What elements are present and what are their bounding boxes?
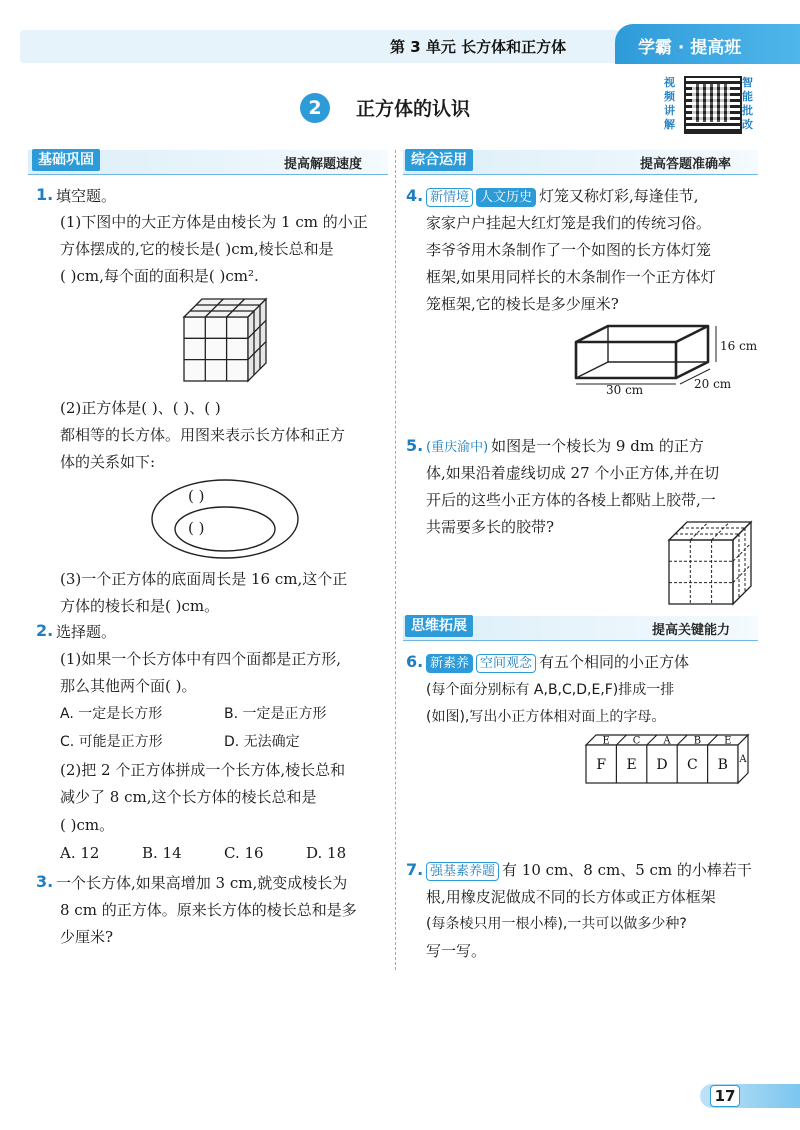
q1-part1-line1: (1)下图中的大正方体是由棱长为 1 cm 的小正	[60, 213, 368, 231]
q7-line3: (每条棱只用一根小棒),一共可以做多少种?	[426, 916, 687, 932]
frame-front-face	[576, 342, 676, 378]
q4-line3: 李爷爷用木条制作了一个如图的长方体灯笼	[426, 241, 712, 259]
extend-section-label: 思维拓展	[405, 615, 473, 637]
q2-option2-a: A. 12	[60, 844, 100, 862]
cube-row-figure	[584, 733, 754, 785]
lantern-height-label: 16 cm	[720, 339, 758, 353]
q4-number: 4.	[406, 186, 424, 205]
frame-back-edge	[576, 362, 608, 378]
q2-option-a: A. 一定是长方形	[60, 706, 163, 722]
q2-option2-b: B. 14	[142, 844, 182, 862]
cuboid-cube-relation-diagram	[150, 478, 300, 560]
cube-front-face	[184, 317, 248, 381]
extend-section-hint: 提高关键能力	[652, 623, 731, 638]
q7-line2: 根,用橡皮泥做成不同的长方体或正方体框架	[426, 888, 716, 906]
q1-part3-line2: 方体的棱长和是( )cm。	[60, 597, 220, 615]
lesson-title: 正方体的认识	[356, 98, 471, 120]
applied-section-label: 综合运用	[405, 149, 473, 171]
q2-title: 选择题。	[56, 623, 117, 641]
q3-line3: 少厘米?	[60, 928, 114, 946]
q2-part2-line2: 减少了 8 cm,这个长方体的棱长总和是	[60, 788, 317, 806]
page-number: 17	[710, 1085, 740, 1107]
q2-part2-line3: ( )cm。	[60, 816, 115, 834]
q2-option2-c: C. 16	[224, 844, 264, 862]
q6-line1-text: 有五个相同的小正方体	[539, 653, 690, 671]
qr-code-pattern	[692, 84, 730, 122]
basic-section-hint: 提高解题速度	[284, 157, 363, 172]
basic-section-label: 基础巩固	[32, 149, 100, 171]
q4-line1-text: 灯笼又称灯彩,每逢佳节,	[539, 187, 699, 205]
cube-side-letter: A	[739, 754, 747, 765]
dashed-cube-cut-line	[733, 565, 751, 583]
dashed-cube-front	[669, 540, 733, 604]
q4-tag-new-context: 新情境	[426, 188, 473, 207]
column-divider	[395, 150, 396, 970]
q5-source-tag: (重庆渝中)	[426, 440, 489, 455]
q6-line1	[426, 652, 689, 673]
q5-line1	[426, 436, 704, 456]
q1-number: 1.	[36, 185, 54, 204]
q2-option2-d: D. 18	[306, 844, 347, 862]
q2-part1-line1: (1)如果一个长方体中有四个面都是正方形,	[60, 650, 342, 668]
q4-line1	[426, 186, 699, 207]
q2-option-c: C. 可能是正方形	[60, 734, 163, 750]
cube-front-letter: E	[626, 757, 637, 773]
q7-tag-basic-literacy: 强基素养题	[426, 862, 499, 881]
q6-line2: (每个面分别标有 A,B,C,D,E,F)排成一排	[426, 682, 675, 698]
q1-part2-line2: 都相等的长方体。用图来表示长方体和正方	[60, 426, 346, 444]
q1-part3-line1: (3)一个正方体的底面周长是 16 cm,这个正	[60, 570, 348, 588]
lantern-length-label: 30 cm	[606, 383, 644, 397]
q3-line1: 一个长方体,如果高增加 3 cm,就变成棱长为	[56, 874, 348, 892]
q7-line1	[426, 860, 752, 881]
q4-line2: 家家户户挂起大红灯笼是我们的传统习俗。	[426, 214, 712, 232]
q4-tag-humanities: 人文历史	[476, 188, 536, 207]
qr-right-label: 智能批改	[742, 76, 753, 131]
q1-part1-line3: ( )cm,每个面的面积是( )cm².	[60, 267, 259, 285]
q1-title: 填空题。	[56, 187, 117, 205]
inner-ellipse-blank: ( )	[188, 519, 205, 537]
qr-left-label: 视频讲解	[664, 76, 675, 131]
frame-top-face	[576, 326, 708, 342]
q5-line4: 共需要多长的胶带?	[426, 518, 555, 536]
q2-part1-line2: 那么其他两个面( )。	[60, 677, 197, 695]
q6-tag-new-literacy: 新素养	[426, 654, 473, 673]
brand-name: 学霸 · 提高班	[638, 38, 742, 58]
q5-line2: 体,如果沿着虚线切成 27 个小正方体,并在切	[426, 464, 720, 482]
cube-front-letter: B	[717, 757, 728, 773]
q5-line3: 开后的这些小正方体的各棱上都贴上胶带,一	[426, 491, 716, 509]
lesson-number-badge: 2	[300, 93, 330, 123]
q3-number: 3.	[36, 872, 54, 891]
cube-top-letter: E	[602, 735, 610, 747]
q6-tag-spatial: 空间观念	[476, 654, 536, 673]
cube-front-letter: F	[596, 757, 607, 773]
cube-front-letter: D	[656, 757, 668, 773]
q1-part2-line1: (2)正方体是( )、( )、( )	[60, 399, 221, 417]
cube-top-letter: C	[632, 735, 641, 747]
q2-option-b: B. 一定是正方形	[224, 706, 327, 722]
q3-line2: 8 cm 的正方体。原来长方体的棱长总和是多	[60, 901, 357, 919]
dashed-cube-top	[669, 522, 751, 540]
dashed-cube-figure	[665, 518, 755, 608]
q7-number: 7.	[406, 860, 424, 879]
outer-ellipse	[152, 480, 298, 558]
q4-line4: 框架,如果用同样长的木条制作一个正方体灯	[426, 268, 716, 286]
dashed-cube-cut-line	[712, 522, 730, 540]
outer-ellipse-blank: ( )	[188, 487, 205, 505]
q2-option-d: D. 无法确定	[224, 734, 300, 750]
cube-top-letter: E	[724, 735, 732, 747]
q2-number: 2.	[36, 621, 54, 640]
cube-top-letter: B	[693, 735, 702, 747]
q1-part1-line2: 方体摆成的,它的棱长是( )cm,棱长总和是	[60, 240, 334, 258]
q4-line5: 笼框架,它的棱长是多少厘米?	[426, 295, 619, 313]
cube-top-letter: A	[663, 735, 671, 747]
cube-3x3-figure	[180, 295, 270, 387]
header-unit-title: 第 3 单元 长方体和正方体	[390, 38, 567, 56]
q7-line1-text: 有 10 cm、8 cm、5 cm 的小棒若干	[502, 861, 752, 879]
q6-number: 6.	[406, 652, 424, 671]
q5-number: 5.	[406, 436, 424, 455]
q2-part2-line1: (2)把 2 个正方体拼成一个长方体,棱长总和	[60, 761, 346, 779]
cube-front-letter: C	[687, 757, 698, 773]
lantern-width-label: 20 cm	[694, 377, 732, 391]
q5-line1-text: 如图是一个棱长为 9 dm 的正方	[491, 437, 704, 455]
applied-section-hint: 提高答题准确率	[640, 157, 732, 172]
q6-line3: (如图),写出小正方体相对面上的字母。	[426, 709, 666, 725]
dashed-cube-cut-line	[690, 522, 708, 540]
dashed-cube-cut-line	[733, 543, 751, 561]
q7-line4: 写一写。	[426, 942, 487, 960]
q1-part2-line3: 体的关系如下:	[60, 453, 156, 471]
